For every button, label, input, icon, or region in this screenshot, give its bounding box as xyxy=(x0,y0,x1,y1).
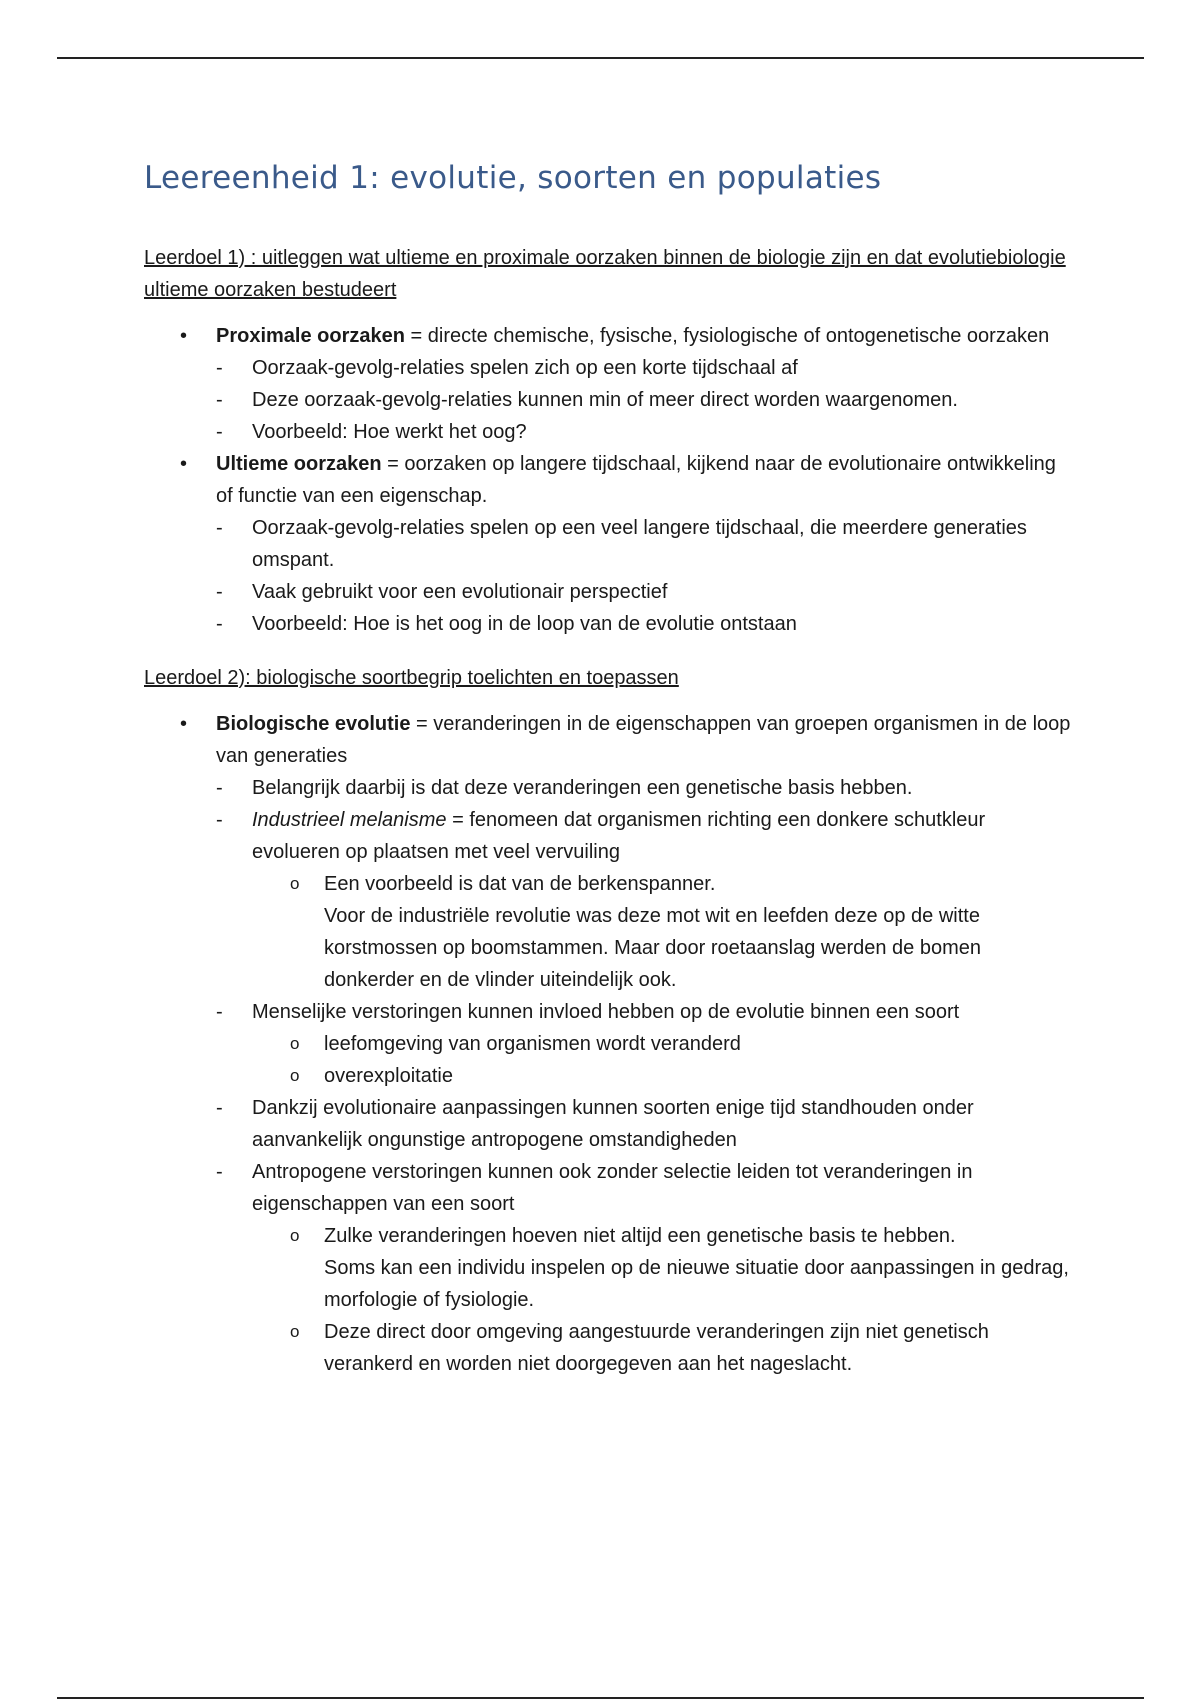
subpoint-text: Deze direct door omgeving aangestuurde veranderingen zijn niet genetisch verankerd en worden niet doorgegeven aan het nageslacht. xyxy=(324,1321,989,1375)
dash-icon: - xyxy=(216,777,223,799)
point-text: Voorbeeld: Hoe werkt het oog? xyxy=(252,421,527,443)
definition-ultimate: = oorzaken op langere tijdschaal, kijkend naar de evolutionaire ontwikkeling of functie van een eigenschap. xyxy=(216,453,1056,507)
point-text: Menselijke verstoringen kunnen invloed hebben op de evolutie binnen een soort xyxy=(252,1001,960,1023)
subpoint-text: Voor de industriële revolutie was deze mot wit en leefden deze op de witte korstmossen op boomstammen. Maar door roetaanslag werden de bomen donkerder en de vlinder uiteindelijk ook. xyxy=(324,905,982,991)
point-text: Voorbeeld: Hoe is het oog in de loop van de evolutie ontstaan xyxy=(252,613,797,635)
list-item xyxy=(216,352,1074,384)
point-text: Dankzij evolutionaire aanpassingen kunnen soorten enige tijd standhouden onder aanvankelijk ongunstige antropogene omstandigheden xyxy=(252,1097,974,1151)
page-title: Leereenheid 1: evolutie, soorten en populaties xyxy=(144,160,882,196)
list-item xyxy=(216,512,1074,576)
proximal-ultimate-list xyxy=(144,320,1074,640)
dash-icon: - xyxy=(216,581,223,603)
term-melanism: Industrieel melanisme xyxy=(252,809,447,831)
dash-icon: - xyxy=(216,613,223,635)
term-evolution: Biologische evolutie xyxy=(216,713,411,735)
evolution-points xyxy=(216,772,1074,1380)
list-item xyxy=(216,576,1074,608)
dash-icon: - xyxy=(216,517,223,539)
circle-bullet-icon: o xyxy=(290,1034,300,1053)
definition-evolution: = veranderingen in de eigenschappen van groepen organismen in de loop van generaties xyxy=(216,713,1071,767)
anthro-subpoints xyxy=(252,1220,1074,1380)
point-text: Antropogene verstoringen kunnen ook zonder selectie leiden tot veranderingen in eigenschappen van een soort xyxy=(252,1161,973,1215)
subpoint-text: overexploitatie xyxy=(324,1065,453,1087)
subpoint-text: Zulke veranderingen hoeven niet altijd een genetische basis te hebben. xyxy=(324,1225,956,1247)
human-subpoints xyxy=(252,1028,1074,1092)
bottom-rule xyxy=(57,1697,1144,1699)
point-text: Oorzaak-gevolg-relaties spelen op een veel langere tijdschaal, die meerdere generaties omspant. xyxy=(252,517,1027,571)
list-item xyxy=(216,384,1074,416)
circle-bullet-icon: o xyxy=(290,1226,300,1245)
list-item-evolution xyxy=(144,708,1074,1380)
dash-icon: - xyxy=(216,1001,223,1023)
list-item xyxy=(252,1028,1074,1060)
list-item xyxy=(216,772,1074,804)
ultimate-points xyxy=(216,512,1074,640)
dash-icon: - xyxy=(216,1161,223,1183)
subpoint-text: Soms kan een individu inspelen op de nieuwe situatie door aanpassingen in gedrag, morfologie of fysiologie. xyxy=(324,1257,1069,1311)
bullet-icon: • xyxy=(180,325,188,347)
point-text: Vaak gebruikt voor een evolutionair perspectief xyxy=(252,581,668,603)
circle-bullet-icon: o xyxy=(290,1066,300,1085)
list-item xyxy=(252,1316,1074,1380)
melanism-subpoints xyxy=(252,868,1074,996)
list-item xyxy=(252,1060,1074,1092)
proximal-points xyxy=(216,352,1074,448)
evolution-list xyxy=(144,708,1074,1380)
learning-goal-1: Leerdoel 1) : uitleggen wat ultieme en proximale oorzaken binnen de biologie zijn en dat evolutiebiologie ultieme oorzaken bestudeert xyxy=(144,247,1066,301)
subpoint-text: Een voorbeeld is dat van de berkenspanner. xyxy=(324,873,716,895)
document-body xyxy=(144,160,1074,1380)
term-proximal: Proximale oorzaken xyxy=(216,325,405,347)
top-rule xyxy=(57,57,1144,59)
circle-bullet-icon: o xyxy=(290,874,300,893)
list-item-ultimate xyxy=(144,448,1074,640)
list-item xyxy=(252,868,1074,996)
bullet-icon: • xyxy=(180,713,188,735)
dash-icon: - xyxy=(216,389,223,411)
list-item xyxy=(216,804,1074,996)
point-text: = fenomeen dat organismen richting een donkere schutkleur evolueren op plaatsen met veel vervuiling xyxy=(252,809,986,863)
list-item xyxy=(216,1156,1074,1380)
point-text: Oorzaak-gevolg-relaties spelen zich op een korte tijdschaal af xyxy=(252,357,798,379)
point-text: Belangrijk daarbij is dat deze veranderingen een genetische basis hebben. xyxy=(252,777,913,799)
definition-proximal: = directe chemische, fysische, fysiologische of ontogenetische oorzaken xyxy=(404,325,1050,347)
learning-goal-2: Leerdoel 2): biologische soortbegrip toelichten en toepassen xyxy=(144,667,679,689)
point-text: Deze oorzaak-gevolg-relaties kunnen min of meer direct worden waargenomen. xyxy=(252,389,958,411)
dash-icon: - xyxy=(216,357,223,379)
dash-icon: - xyxy=(216,1097,223,1119)
list-item xyxy=(216,608,1074,640)
circle-bullet-icon: o xyxy=(290,1322,300,1341)
list-item xyxy=(252,1220,1074,1316)
dash-icon: - xyxy=(216,809,223,831)
bullet-icon: • xyxy=(180,453,188,475)
dash-icon: - xyxy=(216,421,223,443)
list-item xyxy=(216,416,1074,448)
subpoint-text: leefomgeving van organismen wordt veranderd xyxy=(324,1033,741,1055)
list-item xyxy=(216,996,1074,1092)
term-ultimate: Ultieme oorzaken xyxy=(216,453,382,475)
list-item xyxy=(216,1092,1074,1156)
list-item-proximal xyxy=(144,320,1074,448)
